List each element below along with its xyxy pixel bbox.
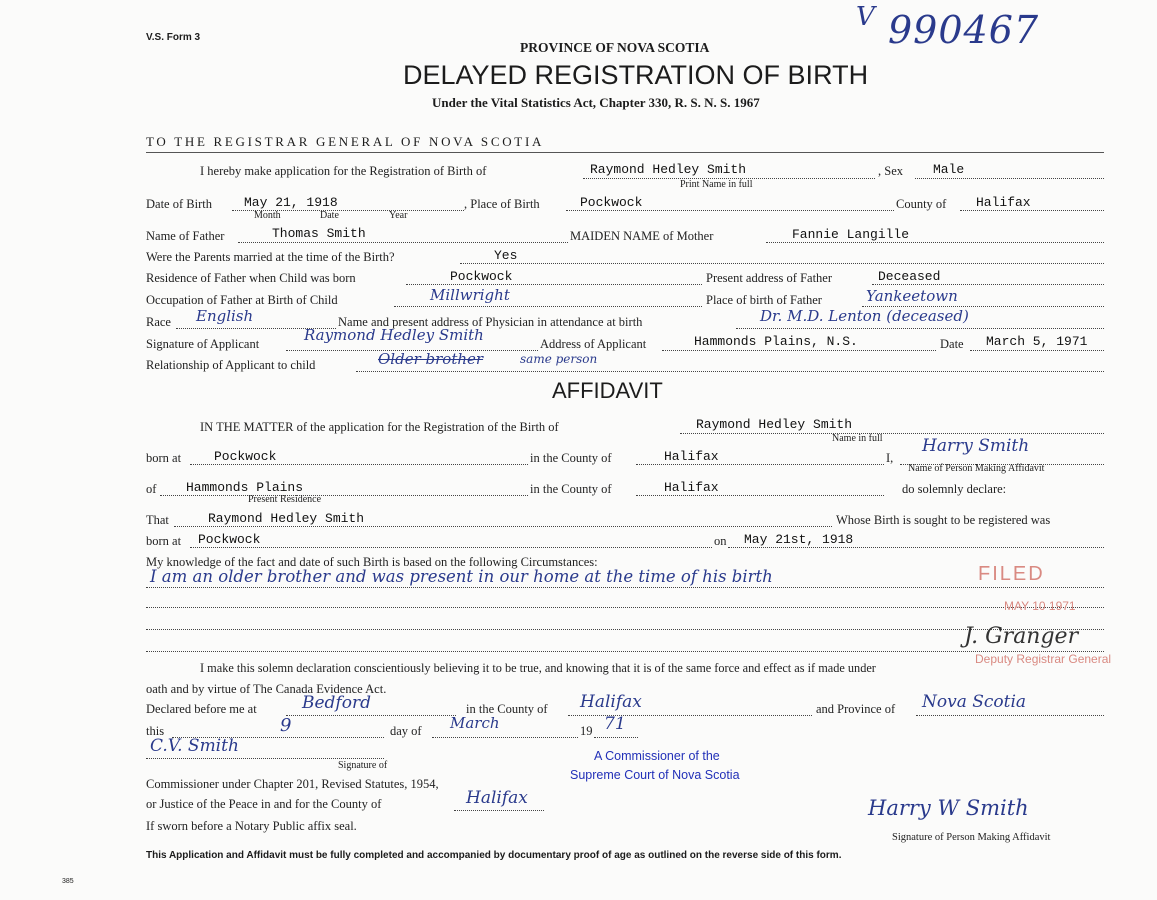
footer-note: This Application and Affidavit must be fully completed and accompanied by documentary proof of age as outlined on the reverse side of this form.	[146, 850, 842, 861]
race-label: Race	[146, 315, 171, 329]
county-line-3	[636, 495, 884, 496]
check-mark: V	[856, 2, 875, 32]
notary-label: If sworn before a Notary Public affix seal.	[146, 819, 357, 833]
day-field: 9	[280, 715, 292, 736]
born-at-label: born at	[146, 451, 182, 465]
deponent-sig-caption: Signature of Person Making Affidavit	[892, 832, 1051, 843]
applicant-signature: Raymond Hedley Smith	[304, 326, 484, 344]
pob-line	[566, 210, 894, 211]
province-label: and Province of	[816, 702, 896, 716]
declared-line	[286, 715, 456, 716]
province-heading: PROVINCE OF NOVA SCOTIA	[520, 40, 710, 55]
divider-top	[146, 152, 1104, 153]
file-number: 990467	[888, 8, 1040, 52]
matter-label: IN THE MATTER of the application for the Registration of the Birth of	[200, 420, 559, 434]
circumstances-line-1	[146, 587, 1104, 588]
addressee: TO THE REGISTRAR GENERAL OF NOVA SCOTIA	[146, 134, 545, 149]
justice-label: or Justice of the Peace in and for the County of	[146, 797, 382, 811]
matter-line	[680, 433, 1104, 434]
declared-county-field: Halifax	[580, 692, 642, 712]
day-of-label: day of	[390, 724, 422, 738]
pob-label: , Place of Birth	[464, 197, 540, 211]
whose-birth-label: Whose Birth is sought to be registered was	[836, 513, 1051, 527]
on-label: on	[714, 534, 727, 548]
present-addr-label: Present address of Father	[706, 271, 833, 285]
county-field-3: Halifax	[664, 480, 719, 495]
deponent-signature: Harry Smith	[922, 436, 1030, 456]
year-prefix: 19	[580, 724, 593, 738]
physician-field: Dr. M.D. Lenton (deceased)	[760, 307, 969, 325]
this-label: this	[146, 724, 165, 738]
mother-label: MAIDEN NAME of Mother	[570, 229, 714, 243]
child-name-field: Raymond Hedley Smith	[590, 162, 747, 177]
circumstances-line-4	[146, 651, 1104, 652]
present-addr-field: Deceased	[878, 269, 941, 284]
county-line-2	[636, 464, 884, 465]
commissioner-label: Commissioner under Chapter 201, Revised Statutes, 1954,	[146, 777, 439, 791]
on-line	[728, 547, 1104, 548]
relationship-field: Older brother	[378, 350, 484, 368]
deponent-caption: Name of Person Making Affidavit	[908, 463, 1045, 474]
year-caption: Year	[389, 210, 408, 221]
i-label: I,	[886, 451, 894, 465]
act-subtitle: Under the Vital Statistics Act, Chapter 330, R. S. N. S. 1967	[432, 95, 760, 110]
declared-county-label: in the County of	[466, 702, 548, 716]
residence-label: Residence of Father when Child was born	[146, 271, 356, 285]
father-field: Thomas Smith	[272, 226, 366, 241]
declared-label: Declared before me at	[146, 702, 257, 716]
corner-number: 385	[62, 878, 74, 885]
father-pob-field: Yankeetown	[866, 287, 958, 305]
county-label: County of	[896, 197, 947, 211]
sex-label: , Sex	[878, 164, 903, 178]
matter-child-name: Raymond Hedley Smith	[696, 417, 853, 432]
present-addr-line	[872, 284, 1104, 285]
month-caption: Month	[254, 210, 281, 221]
physician-line	[736, 328, 1104, 329]
form-number: V.S. Form 3	[146, 32, 201, 43]
filed-date-stamp: MAY 10 1971	[1004, 599, 1076, 613]
mother-field: Fannie Langille	[792, 227, 910, 242]
pob-field: Pockwock	[580, 195, 643, 210]
occupation-field: Millwright	[430, 286, 510, 304]
applicant-addr-field: Hammonds Plains, N.S.	[694, 334, 858, 349]
occupation-line	[394, 306, 702, 307]
circumstances-field: I am an older brother and was present in our home at the time of his birth	[150, 567, 773, 586]
commissioner-stamp-1: A Commissioner of the	[594, 749, 720, 763]
sex-line	[915, 178, 1104, 179]
commissioner-sig-line	[146, 758, 384, 759]
in-county-label: in the County of	[530, 451, 612, 465]
solemn-text: I make this solemn declaration conscientiously believing it to be true, and knowing that it is of the same force and effect as if made under	[200, 661, 876, 675]
date-caption: Date	[320, 210, 339, 221]
county-field-2: Halifax	[664, 449, 719, 464]
married-field: Yes	[494, 248, 518, 263]
year-line	[594, 737, 638, 738]
born-at2-label: born at	[146, 534, 182, 548]
intro-label: I hereby make application for the Registration of Birth of	[200, 164, 487, 178]
signature-label: Signature of Applicant	[146, 337, 260, 351]
oath-text: oath and by virtue of The Canada Evidence Act.	[146, 682, 387, 696]
applicant-addr-label: Address of Applicant	[540, 337, 647, 351]
date-label: Date	[940, 337, 964, 351]
commissioner-signature: C.V. Smith	[150, 736, 239, 756]
name-caption: Name in full	[832, 433, 883, 444]
commissioner-stamp-2: Supreme Court of Nova Scotia	[570, 768, 740, 782]
declared-at-field: Bedford	[302, 693, 371, 713]
sex-field: Male	[933, 162, 965, 177]
knowledge-label: My knowledge of the fact and date of such Birth is based on the following Circumstances:	[146, 555, 598, 569]
deputy-registrar-stamp: Deputy Registrar General	[975, 652, 1112, 666]
page-title: DELAYED REGISTRATION OF BIRTH	[403, 60, 869, 90]
county-line	[960, 210, 1104, 211]
date-field: March 5, 1971	[986, 334, 1088, 349]
that-field: Raymond Hedley Smith	[208, 511, 365, 526]
county-field: Halifax	[976, 195, 1031, 210]
occupation-label: Occupation of Father at Birth of Child	[146, 293, 338, 307]
father-pob-label: Place of birth of Father	[706, 293, 822, 307]
married-line	[460, 263, 1104, 264]
married-label: Were the Parents married at the time of the Birth?	[146, 250, 395, 264]
physician-label: Name and present address of Physician in attendance at birth	[338, 315, 643, 329]
declare-label: do solemnly declare:	[902, 482, 1007, 496]
on-field: May 21st, 1918	[744, 532, 854, 547]
circumstances-line-3	[146, 629, 1104, 630]
circumstances-line-2	[146, 607, 1104, 608]
month-line	[432, 737, 578, 738]
dob-field: May 21, 1918	[244, 195, 338, 210]
print-name-caption: Print Name in full	[680, 179, 753, 190]
signature-of-caption: Signature of	[338, 760, 388, 771]
that-line	[174, 526, 832, 527]
born-at2-field: Pockwock	[198, 532, 261, 547]
born-at2-line	[190, 547, 712, 548]
year-field: 71	[604, 714, 626, 734]
born-at-field: Pockwock	[214, 449, 277, 464]
that-label: That	[146, 513, 169, 527]
of-field: Hammonds Plains	[186, 480, 304, 495]
filed-stamp: FILED	[978, 563, 1045, 585]
province-line	[916, 715, 1104, 716]
mother-line	[766, 242, 1104, 243]
of-label: of	[146, 482, 157, 496]
father-label: Name of Father	[146, 229, 225, 243]
deponent-signature-2: Harry W Smith	[868, 796, 1029, 820]
applicant-addr-line	[662, 350, 936, 351]
affidavit-heading: AFFIDAVIT	[552, 378, 663, 403]
born-at-line	[190, 464, 528, 465]
residence-line	[406, 284, 702, 285]
relationship-label: Relationship of Applicant to child	[146, 358, 316, 372]
present-res-caption: Present Residence	[248, 494, 322, 505]
in-county-label-2: in the County of	[530, 482, 612, 496]
registrar-signature: J. Granger	[964, 624, 1079, 649]
province-field: Nova Scotia	[922, 692, 1027, 712]
father-line	[238, 242, 568, 243]
justice-county-field: Halifax	[466, 788, 528, 808]
month-field: March	[450, 714, 500, 732]
justice-line	[454, 810, 544, 811]
race-field: English	[196, 307, 254, 325]
date-line	[970, 350, 1104, 351]
dob-label: Date of Birth	[146, 197, 212, 211]
residence-field: Pockwock	[450, 269, 513, 284]
relationship-extra: same person	[520, 352, 598, 366]
of-line	[160, 495, 528, 496]
relationship-line	[356, 371, 1104, 372]
